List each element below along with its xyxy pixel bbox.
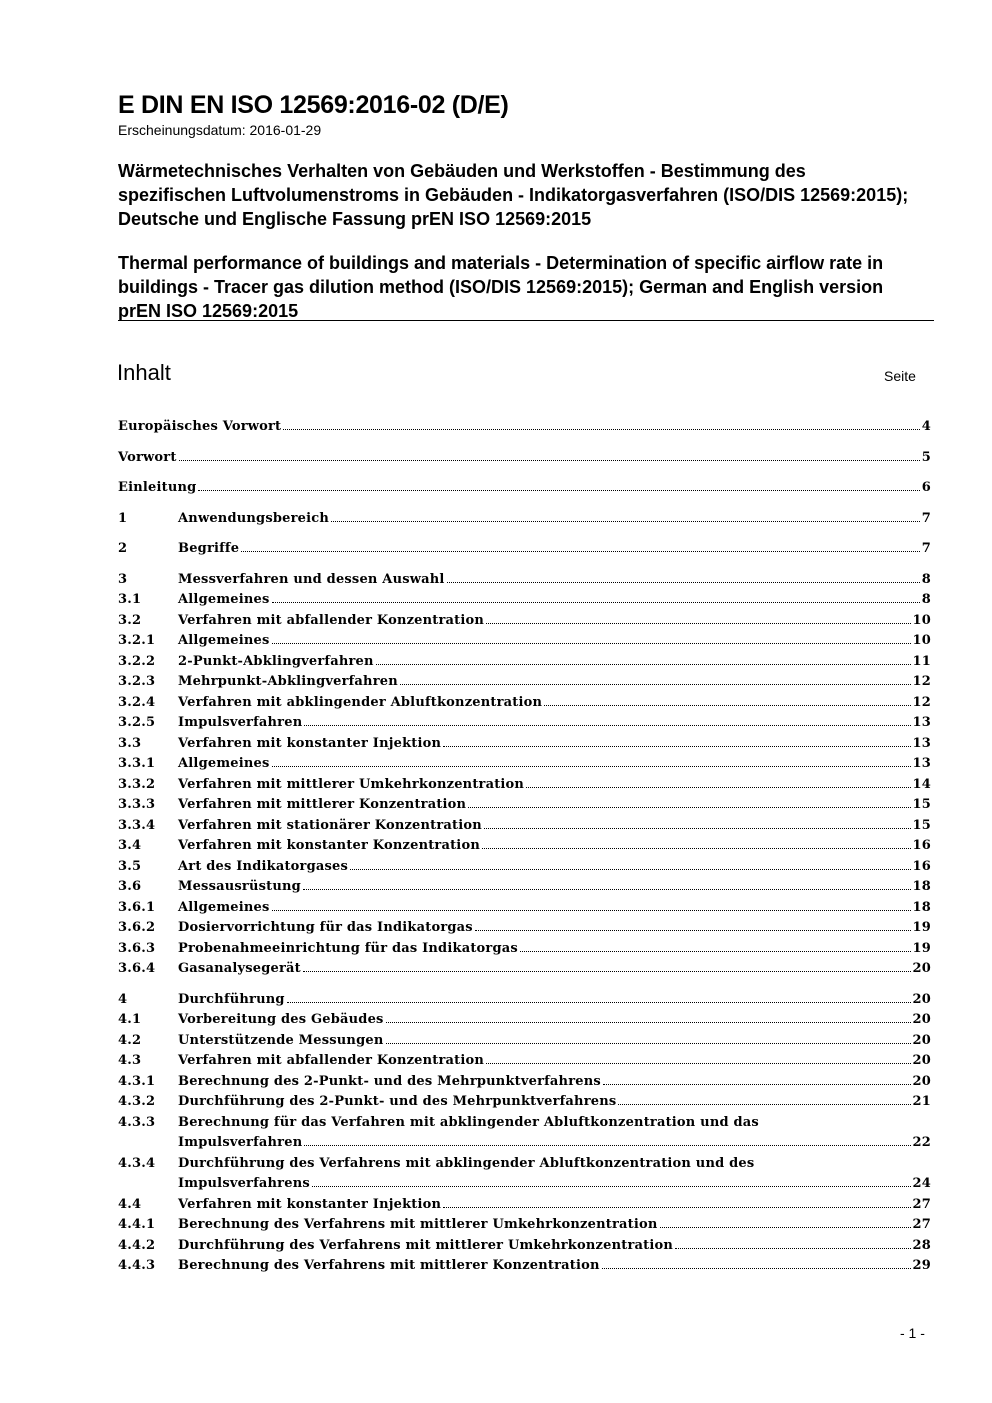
toc-entry-label: Berechnung des Verfahrens mit mittlerer Konzentration [178, 1258, 600, 1273]
toc-entry[interactable] [118, 1113, 931, 1154]
toc-entry-number: 3.2.2 [118, 653, 156, 669]
toc-entry-page: 28 [912, 1237, 931, 1253]
toc-entry-label: Durchführung des 2-Punkt- und des Mehrpunktverfahrens [178, 1094, 617, 1109]
toc-entry-label: Dosiervorrichtung für das Indikatorgas [178, 920, 473, 935]
toc-entry-label: Verfahren mit konstanter Injektion [178, 735, 442, 751]
toc-entry-number: 3.3.4 [118, 817, 156, 833]
toc-entry-page: 7 [921, 510, 931, 526]
toc-entry-label: Berechnung des Verfahrens mit mittlerer Umkehrkonzentration [178, 1217, 658, 1232]
toc-entry[interactable] [118, 898, 931, 919]
toc-entry-number: 4.4.1 [118, 1217, 156, 1232]
toc-entry-number: 3.4 [118, 838, 142, 853]
toc-entry-number: 3.2 [118, 612, 142, 628]
toc-entry[interactable] [118, 539, 931, 560]
toc-entry-number: 4.3.3 [118, 1114, 156, 1130]
toc-entry[interactable] [118, 631, 931, 652]
toc-entry[interactable] [118, 1010, 931, 1031]
toc-entry-page: 19 [912, 920, 931, 935]
toc-entry-page: 12 [912, 694, 931, 710]
toc-entry-page: 5 [921, 449, 931, 465]
toc-dot-leader [526, 786, 910, 788]
toc-dot-leader [272, 642, 911, 644]
toc-entry[interactable] [118, 1092, 931, 1113]
toc-dot-leader [376, 663, 911, 665]
toc-entry[interactable] [118, 1051, 931, 1072]
toc-entry-label: Allgemeines [178, 592, 270, 607]
toc-entry-page: 13 [912, 756, 931, 771]
toc-entry[interactable] [118, 570, 931, 591]
toc-entry-label: Begriffe [178, 541, 240, 556]
toc-entry-number: 4.1 [118, 1012, 142, 1027]
toc-dot-leader [660, 1226, 911, 1228]
toc-dot-leader [443, 1206, 910, 1208]
toc-dot-leader [482, 847, 911, 849]
toc-entry-number: 3.2.5 [118, 715, 156, 730]
toc-dot-leader [484, 827, 911, 829]
toc-entry-number: 4.3.4 [118, 1155, 156, 1171]
toc-entry[interactable] [118, 1154, 931, 1195]
toc-dot-leader [386, 1021, 911, 1023]
toc-entry-page: 8 [921, 571, 931, 587]
toc-entry[interactable] [118, 713, 931, 734]
toc-entry[interactable] [118, 652, 931, 673]
toc-entry-number: 3.3.3 [118, 797, 156, 812]
toc-entry-number: 4.4 [118, 1196, 142, 1212]
toc-entry-page: 24 [912, 1176, 931, 1191]
toc-entry-label: Messausrüstung [178, 879, 301, 894]
toc-dot-leader [272, 909, 911, 911]
toc-entry-number: 3.6.1 [118, 899, 156, 915]
toc-entry-label: Berechnung des 2-Punkt- und des Mehrpunktverfahrens [178, 1073, 601, 1089]
toc-entry[interactable] [118, 877, 931, 898]
title-german: Wärmetechnisches Verhalten von Gebäuden und Werkstoffen - Bestimmung des spezifischen Luftvolumenstroms in Gebäuden - Indikatorgasverfahren (ISO/DIS 12569:2015); Deutsche und Englische Fassung prEN ISO 12569:2015 [118, 161, 909, 229]
toc-entry-label: Allgemeines [178, 756, 270, 771]
toc-entry-page: 20 [912, 1053, 931, 1068]
toc-entry-label: Art des Indikatorgases [178, 858, 349, 874]
toc-dot-leader [486, 1062, 910, 1064]
toc-entry-page: 18 [912, 879, 931, 894]
toc-entry[interactable] [118, 1072, 931, 1093]
toc-dot-leader [312, 1185, 911, 1187]
toc-entry-label: Verfahren mit konstanter Konzentration [178, 838, 480, 853]
toc-entry[interactable] [118, 478, 931, 499]
toc-entry-label: Verfahren mit abklingender Abluftkonzentration [178, 694, 543, 710]
toc-entry-number: 4.4.3 [118, 1258, 156, 1273]
toc-dot-leader [331, 520, 920, 522]
title-english: Thermal performance of buildings and materials - Determination of specific airflow rate in buildings - Tracer gas dilution method (ISO/DIS 12569:2015); German and English version prEN ISO 12569:2015 [118, 253, 884, 321]
toc-entry-number: 3.2.4 [118, 694, 156, 710]
toc-entry[interactable] [118, 611, 931, 632]
document-id: E DIN EN ISO 12569:2016-02 (D/E) [118, 91, 509, 119]
toc-dot-leader [544, 704, 910, 706]
toc-entry[interactable] [118, 754, 931, 775]
toc-entry-label: Verfahren mit stationärer Konzentration [178, 817, 482, 833]
toc-entry-page: 8 [921, 592, 931, 607]
toc-entry-label: Gasanalysegerät [178, 961, 301, 976]
toc-dot-leader [198, 489, 919, 491]
toc-entry-label: Verfahren mit abfallender Konzentration [178, 612, 485, 628]
toc-entry-page: 13 [912, 715, 931, 730]
toc-entry[interactable] [118, 836, 931, 857]
toc-entry-label: Durchführung [178, 991, 285, 1007]
toc-dot-leader [303, 970, 911, 972]
toc-dot-leader [475, 929, 911, 931]
toc-entry-number: 3.6.3 [118, 940, 156, 956]
toc-entry[interactable] [118, 672, 931, 693]
toc-entry[interactable] [118, 1031, 931, 1052]
toc-dot-leader [443, 745, 910, 747]
toc-entry-number: 4 [118, 991, 128, 1007]
toc-entry-page: 27 [912, 1196, 931, 1212]
toc-entry-page: 18 [912, 899, 931, 915]
toc-entry-page: 20 [912, 1032, 931, 1048]
toc-entry[interactable] [118, 417, 931, 438]
toc-entry[interactable] [118, 1236, 931, 1257]
toc-entry-label: Mehrpunkt-Abklingverfahren [178, 674, 398, 689]
toc-entry-page: 20 [912, 1012, 931, 1027]
table-of-contents [118, 417, 931, 1277]
toc-entry-number: 3.6 [118, 879, 142, 894]
toc-entry-label: Europäisches Vorwort [118, 419, 282, 434]
toc-entry-label: Allgemeines [178, 633, 270, 648]
publication-date: Erscheinungsdatum: 2016-01-29 [118, 122, 322, 138]
toc-entry-page: 29 [912, 1258, 931, 1273]
toc-entry[interactable] [118, 816, 931, 837]
toc-dot-leader [303, 888, 911, 890]
toc-entry-label: 2-Punkt-Abklingverfahren [178, 653, 374, 669]
toc-entry-label: Impulsverfahrens [178, 1176, 310, 1191]
toc-entry-label: Messverfahren und dessen Auswahl [178, 571, 445, 587]
toc-dot-leader [447, 581, 920, 583]
toc-entry-number: 4.3.2 [118, 1094, 156, 1109]
toc-entry-number: 3.3 [118, 735, 142, 751]
toc-entry-label: Impulsverfahren [178, 715, 303, 730]
toc-dot-leader [287, 1001, 911, 1003]
toc-entry-page: 7 [921, 541, 931, 556]
toc-entry-page: 27 [912, 1217, 931, 1232]
toc-dot-leader [241, 550, 920, 552]
toc-entry-number: 4.4.2 [118, 1237, 156, 1253]
toc-entry[interactable] [118, 939, 931, 960]
toc-entry-number: 3.6.2 [118, 920, 156, 935]
toc-entry[interactable] [118, 1215, 931, 1236]
toc-entry[interactable] [118, 509, 931, 530]
toc-entry-page: 12 [912, 674, 931, 689]
toc-entry[interactable] [118, 734, 931, 755]
toc-entry[interactable] [118, 448, 931, 469]
toc-dot-leader [602, 1267, 911, 1269]
toc-entry[interactable] [118, 959, 931, 980]
toc-entry[interactable] [118, 795, 931, 816]
toc-page-column-label: Seite [884, 368, 916, 384]
toc-entry[interactable] [118, 590, 931, 611]
toc-entry-page: 10 [912, 612, 931, 628]
toc-entry-label: Verfahren mit mittlerer Konzentration [178, 797, 467, 812]
toc-entry[interactable] [118, 857, 931, 878]
header-divider [118, 320, 934, 321]
toc-dot-leader [283, 428, 919, 430]
page-number: - 1 - [900, 1325, 925, 1341]
toc-entry-page: 16 [912, 838, 931, 853]
toc-entry-number: 3.2.1 [118, 633, 156, 648]
toc-dot-leader [520, 950, 911, 952]
toc-dot-leader [400, 683, 911, 685]
toc-entry-page: 4 [921, 419, 931, 434]
toc-entry-label: Anwendungsbereich [178, 510, 330, 526]
toc-entry-label: Berechnung für das Verfahren mit abklingender Abluftkonzentration und das [178, 1114, 759, 1130]
toc-entry[interactable] [118, 990, 931, 1011]
toc-entry-label: Durchführung des Verfahrens mit abklingender Abluftkonzentration und des [178, 1155, 755, 1171]
toc-entry-number: 3.5 [118, 858, 142, 874]
toc-entry[interactable] [118, 775, 931, 796]
toc-entry-page: 13 [912, 735, 931, 751]
toc-entry[interactable] [118, 693, 931, 714]
toc-entry-page: 20 [912, 961, 931, 976]
toc-entry-number: 3.2.3 [118, 674, 156, 689]
toc-dot-leader [386, 1042, 911, 1044]
toc-entry-page: 11 [912, 653, 931, 669]
toc-entry[interactable] [118, 1195, 931, 1216]
toc-dot-leader [675, 1247, 911, 1249]
toc-entry-number: 2 [118, 541, 128, 556]
toc-entry-page: 14 [912, 776, 931, 792]
toc-entry-page: 16 [912, 858, 931, 874]
toc-dot-leader [468, 806, 910, 808]
toc-entry-page: 19 [912, 940, 931, 956]
toc-entry-number: 4.2 [118, 1032, 142, 1048]
toc-entry-page: 20 [912, 1073, 931, 1089]
toc-entry-label: Einleitung [118, 480, 197, 495]
toc-entry-label: Durchführung des Verfahrens mit mittlerer Umkehrkonzentration [178, 1237, 673, 1253]
toc-dot-leader [272, 765, 911, 767]
toc-dot-leader [350, 868, 910, 870]
toc-entry-number: 3.6.4 [118, 961, 156, 976]
toc-entry[interactable] [118, 918, 931, 939]
toc-entry-label: Unterstützende Messungen [178, 1032, 384, 1048]
toc-entry-number: 3.3.1 [118, 756, 156, 771]
toc-entry-number: 3 [118, 571, 128, 587]
toc-entry-number: 4.3.1 [118, 1073, 156, 1089]
toc-entry-label: Probenahmeeinrichtung für das Indikatorgas [178, 940, 518, 956]
toc-dot-leader [272, 601, 920, 603]
toc-entry-page: 6 [921, 480, 931, 495]
toc-entry-label: Vorbereitung des Gebäudes [178, 1012, 384, 1027]
toc-dot-leader [179, 459, 920, 461]
toc-entry-label: Vorwort [118, 449, 177, 465]
toc-dot-leader [486, 622, 910, 624]
toc-entry-number: 3.3.2 [118, 776, 156, 792]
toc-entry-page: 15 [912, 817, 931, 833]
toc-dot-leader [304, 1144, 910, 1146]
toc-entry-number: 3.1 [118, 592, 142, 607]
toc-entry-label: Verfahren mit mittlerer Umkehrkonzentration [178, 776, 525, 792]
toc-entry-page: 21 [912, 1094, 931, 1109]
toc-heading: Inhalt [117, 360, 171, 385]
toc-entry-page: 20 [912, 991, 931, 1007]
toc-entry-label: Verfahren mit abfallender Konzentration [178, 1053, 485, 1068]
toc-entry-number: 1 [118, 510, 128, 526]
toc-dot-leader [304, 724, 910, 726]
toc-entry-label: Verfahren mit konstanter Injektion [178, 1196, 442, 1212]
toc-dot-leader [618, 1103, 910, 1105]
toc-entry-label: Allgemeines [178, 899, 270, 915]
toc-entry[interactable] [118, 1256, 931, 1277]
toc-entry-page: 15 [912, 797, 931, 812]
toc-dot-leader [603, 1083, 911, 1085]
toc-entry-page: 10 [912, 633, 931, 648]
toc-entry-label: Impulsverfahren [178, 1135, 303, 1150]
toc-entry-number: 4.3 [118, 1053, 142, 1068]
toc-entry-page: 22 [912, 1135, 931, 1150]
